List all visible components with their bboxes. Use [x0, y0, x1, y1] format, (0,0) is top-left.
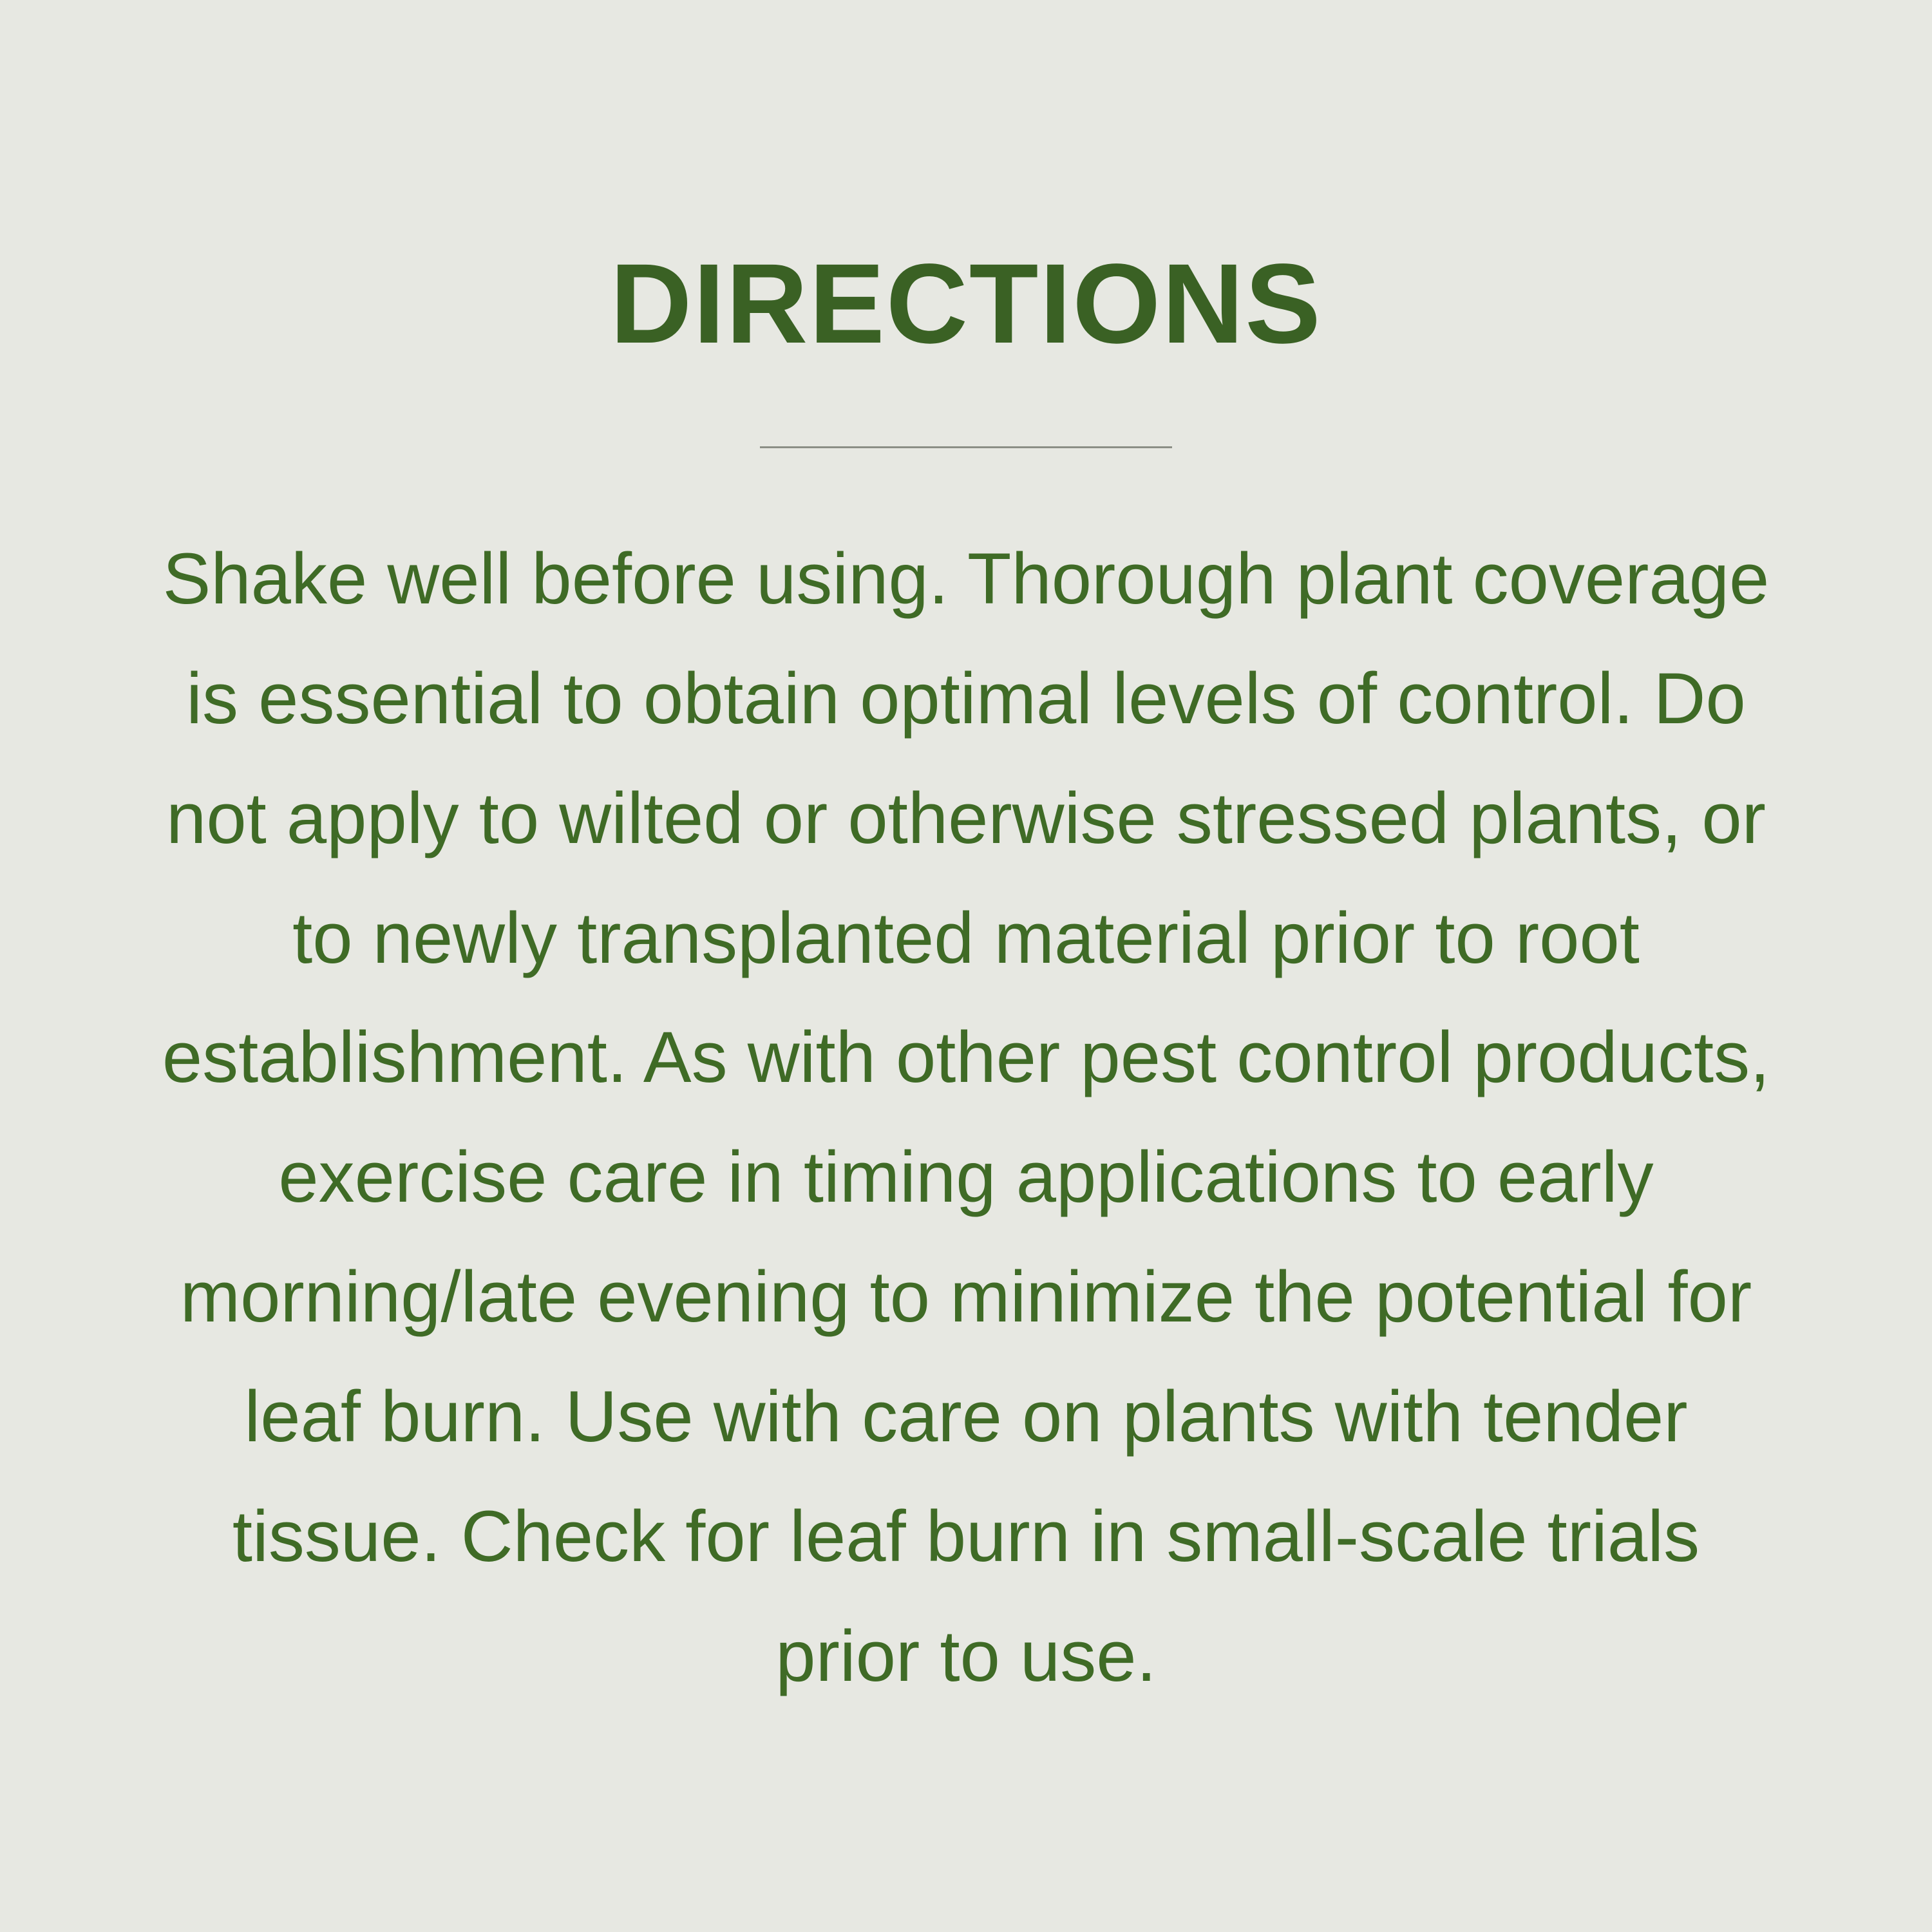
- page-title: DIRECTIONS: [610, 241, 1322, 367]
- directions-body-text: Shake well before using. Thorough plant coverage is essential to obtain optimal levels of control. Do not apply to wilted or otherwise stressed plants, or to newly transplanted material prior to root establishment. As with other pest control products, exercise care in timing applications to early morning/late evening to minimize the potential for leaf burn. Use with care on plants with tender tissue. Check for leaf burn in small-scale trials prior to use.: [162, 538, 1770, 1696]
- title-divider: [760, 446, 1172, 448]
